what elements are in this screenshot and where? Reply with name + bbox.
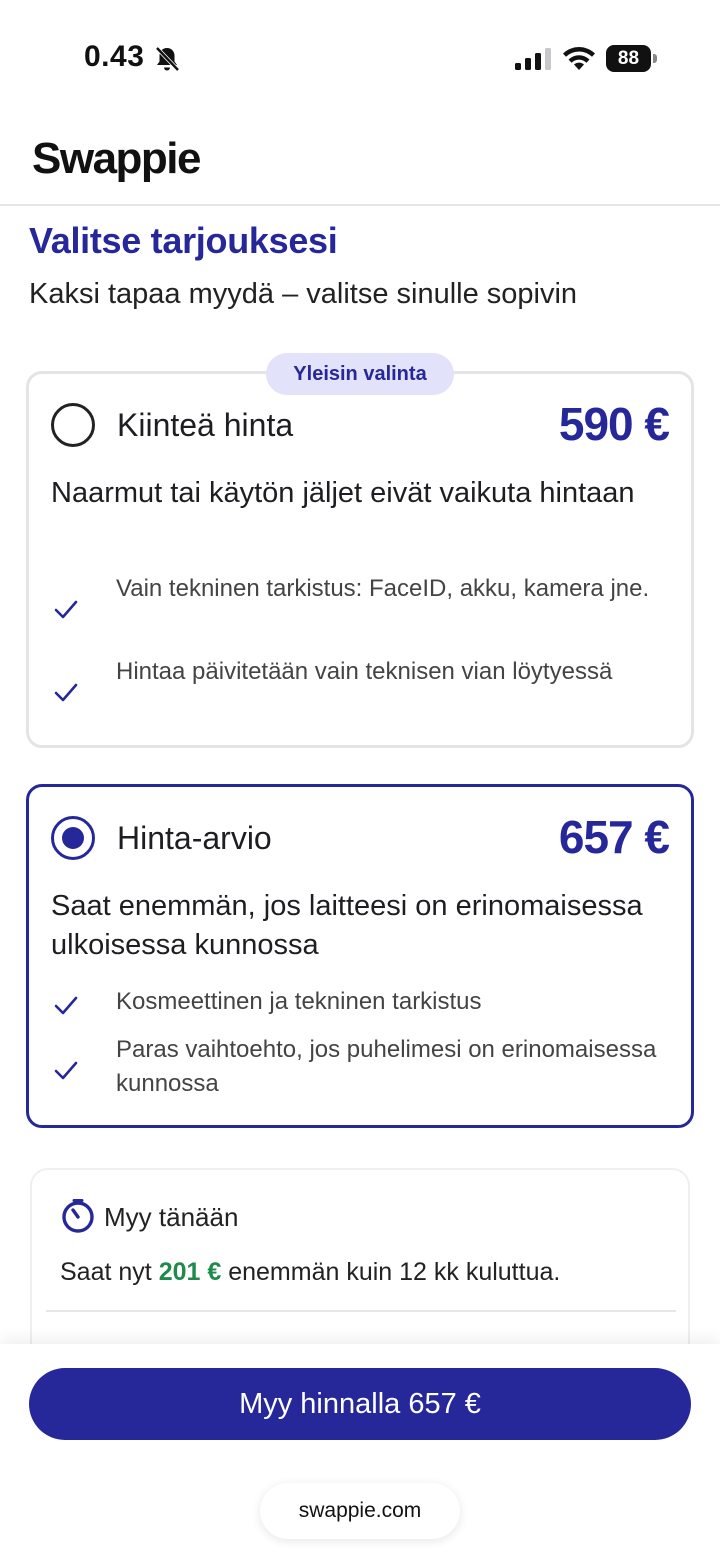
battery-cap (653, 54, 657, 63)
feature-text: Hintaa päivitetään vain teknisen vian löytyessä (116, 658, 613, 685)
offer-name: Hinta-arvio (117, 820, 272, 856)
battery-level: 88 (617, 48, 640, 69)
offer-card-fixed-price[interactable] (26, 371, 694, 748)
page-title: Valitse tarjouksesi (29, 220, 338, 261)
offer-card-price-estimate[interactable] (26, 784, 694, 1128)
check-icon (53, 597, 79, 623)
radio-fixed-price[interactable] (51, 403, 95, 447)
sell-today-text-after: enemmän kuin 12 kk kuluttua. (228, 1258, 561, 1286)
sell-button[interactable]: Myy hinnalla 657 € (29, 1368, 691, 1440)
sell-today-title: Myy tänään (104, 1202, 239, 1232)
check-icon (53, 680, 79, 706)
offer-price: 657 € (558, 811, 669, 863)
divider (46, 1310, 676, 1312)
status-time: 0.43 (84, 40, 145, 73)
check-icon (53, 993, 79, 1019)
offer-description: Naarmut tai käytön jäljet eivät vaikuta hintaan (51, 477, 635, 509)
app-header (0, 110, 720, 206)
offer-price: 590 € (558, 398, 669, 450)
status-bar (0, 0, 720, 110)
sell-today-text-before: Saat nyt (60, 1258, 152, 1286)
battery-icon (606, 45, 658, 72)
wifi-icon (562, 44, 596, 72)
bell-slash-icon (152, 44, 182, 74)
timer-icon (60, 1198, 96, 1234)
most-popular-badge: Yleisin valinta (266, 353, 454, 395)
sell-today-card (30, 1168, 690, 1368)
swappie-logo[interactable]: Swappie (32, 134, 200, 183)
feature-text: Paras vaihtoehto, jos puhelimesi on erinomaisessa kunnossa (116, 1036, 657, 1097)
check-icon (53, 1058, 79, 1084)
page-subtitle: Kaksi tapaa myydä – valitse sinulle sopivin (29, 278, 578, 310)
offer-name: Kiinteä hinta (117, 407, 294, 443)
radio-price-estimate[interactable] (51, 816, 95, 860)
feature-text: Kosmeettinen ja tekninen tarkistus (116, 988, 482, 1015)
price-difference: 201 € (158, 1258, 222, 1286)
cellular-signal-icon (515, 48, 551, 70)
feature-text: Vain tekninen tarkistus: FaceID, akku, kamera jne. (116, 575, 650, 602)
offer-description: Saat enemmän, jos laitteesi on erinomaisessa ulkoisessa kunnossa (51, 890, 643, 961)
sell-today-text (60, 1258, 560, 1287)
browser-url-bar[interactable]: swappie.com (260, 1483, 460, 1539)
